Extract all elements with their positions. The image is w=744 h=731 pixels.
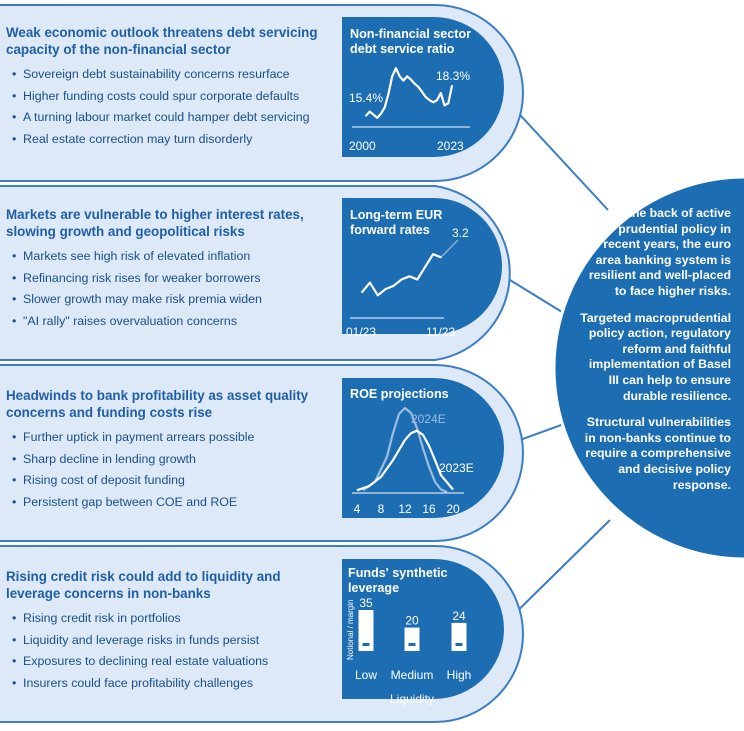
chart-3-title: ROE projections bbox=[350, 387, 449, 401]
panel-4-bullet: • Liquidity and leverage risks in funds persist bbox=[12, 633, 331, 648]
chart-4-category-label: High bbox=[446, 668, 472, 682]
chart-1-annotation-start: 15.4% bbox=[349, 91, 384, 105]
chart-4-category-label: Low bbox=[354, 668, 378, 682]
chart-2-point bbox=[361, 291, 363, 293]
chart-3-tick-label: 16 bbox=[422, 502, 436, 516]
summary-text bbox=[578, 206, 731, 504]
panel-4-bullet: • Rising credit risk in portfolios bbox=[12, 611, 331, 626]
chart-1-title: Non-financial sector debt service ratio bbox=[350, 27, 472, 56]
chart-2-point bbox=[416, 279, 418, 281]
panel-2-bullet: • Markets see high risk of elevated inflation bbox=[12, 249, 331, 264]
panel-4 bbox=[6, 568, 331, 697]
chart-4-bar bbox=[405, 628, 420, 651]
chart-3-series-label-2023: 2023E bbox=[439, 461, 474, 475]
chart-4-bar-marker bbox=[409, 643, 416, 646]
chart-1-point bbox=[395, 67, 397, 69]
summary-paragraph-3: Structural vulnerabilities in non-banks continue to require a comprehensive and decisive policy response. bbox=[584, 415, 731, 492]
chart-2-point bbox=[432, 253, 434, 255]
panel-2-bullets bbox=[6, 249, 331, 329]
panel-1-bullet: • A turning labour market could hamper debt servicing bbox=[12, 110, 331, 125]
chart-1-annotation-end: 18.3% bbox=[436, 69, 471, 83]
chart-2-annotation-end: 3.2 bbox=[452, 226, 469, 240]
chart-1-point bbox=[444, 104, 446, 106]
chart-1-point bbox=[399, 76, 401, 78]
chart-2-point bbox=[424, 266, 426, 268]
panel-3-bullet: • Rising cost of deposit funding bbox=[12, 473, 331, 488]
chart-4-title: Funds' synthetic leverage bbox=[348, 566, 448, 595]
chart-4-bar-marker bbox=[363, 643, 370, 646]
chart-1-tick-end: 2023 bbox=[437, 139, 464, 153]
chart-2-point bbox=[369, 282, 371, 284]
summary-paragraph-2: Targeted macroprudential policy action, regulatory reform and faithful implementation of Basel III can help to ensure durable resilience. bbox=[580, 310, 731, 403]
chart-1-point bbox=[440, 92, 442, 94]
chart-4-bar-marker bbox=[456, 643, 463, 646]
panel-1-title: Weak economic outlook threatens debt servicing capacity of the non-financial sector bbox=[6, 25, 318, 57]
chart-1-point bbox=[414, 83, 416, 85]
chart-1-point bbox=[384, 107, 386, 109]
chart-4-category-label: Medium bbox=[390, 668, 434, 682]
panel-2-bullet: • "AI rally" raises overvaluation concerns bbox=[12, 314, 331, 329]
chart-2-tick-end: 11/23 bbox=[426, 325, 456, 339]
chart-3-tick-label: 20 bbox=[446, 502, 460, 516]
panel-3 bbox=[6, 387, 331, 516]
chart-2-point bbox=[377, 294, 379, 296]
chart-3-tick-label: 4 bbox=[353, 502, 361, 516]
panel-1-bullet: • Higher funding costs could spur corporate defaults bbox=[12, 89, 331, 104]
chart-1-point bbox=[388, 93, 390, 95]
chart-2-title: Long-term EUR forward rates bbox=[350, 208, 443, 237]
chart-2-point bbox=[409, 275, 411, 277]
chart-3-series-label-2024: 2024E bbox=[411, 412, 446, 426]
chart-4-value-label: 20 bbox=[405, 613, 419, 628]
panel-1 bbox=[6, 24, 331, 153]
chart-2-point bbox=[385, 288, 387, 290]
chart-1-point bbox=[365, 115, 367, 117]
chart-1-point bbox=[447, 102, 449, 104]
chart-4-x-label: Liquidity bbox=[389, 692, 435, 706]
chart-1-point bbox=[369, 111, 371, 113]
panel-1-bullets bbox=[6, 67, 331, 147]
chart-1-point bbox=[425, 96, 427, 98]
chart-1-tick-start: 2000 bbox=[349, 139, 376, 153]
panel-3-title: Headwinds to bank profitability as asset quality concerns and funding costs rise bbox=[6, 388, 309, 420]
chart-2-point bbox=[393, 285, 395, 287]
summary-paragraph-1: On the back of active prudential policy in recent years, the euro area banking system is resilient and well-placed to face higher risks. bbox=[588, 206, 731, 298]
chart-4-y-label: Notional / margin bbox=[346, 599, 355, 660]
panel-1-bullet: • Sovereign debt sustainability concerns resurface bbox=[12, 67, 331, 82]
chart-1-point bbox=[410, 79, 412, 81]
chart-2-point bbox=[401, 279, 403, 281]
panel-4-bullet: • Exposures to declining real estate valuations bbox=[12, 654, 331, 669]
chart-1-point bbox=[421, 91, 423, 93]
panel-3-bullets bbox=[6, 430, 331, 510]
chart-1-point bbox=[436, 99, 438, 101]
panel-3-bullet: • Further uptick in payment arrears possible bbox=[12, 430, 331, 445]
chart-3-tick-label: 8 bbox=[377, 502, 385, 516]
panel-3-bullet: • Persistent gap between COE and ROE bbox=[12, 495, 331, 510]
panel-4-bullet: • Insurers could face profitability challenges bbox=[12, 676, 331, 691]
chart-3-tick-label: 12 bbox=[398, 502, 412, 516]
chart-1-point bbox=[417, 86, 419, 88]
panel-2 bbox=[6, 206, 331, 335]
panel-2-title: Markets are vulnerable to higher interest rates, slowing growth and geopolitical risks bbox=[6, 207, 304, 239]
panel-3-bullet: • Sharp decline in lending growth bbox=[12, 452, 331, 467]
chart-1-point bbox=[376, 117, 378, 119]
chart-1-point bbox=[402, 80, 404, 82]
panel-4-bullets bbox=[6, 611, 331, 691]
panel-2-bullet: • Slower growth may make risk premia widen bbox=[12, 292, 331, 307]
chart-1-point bbox=[429, 99, 431, 101]
panel-2-bullet: • Refinancing risk rises for weaker borrowers bbox=[12, 271, 331, 286]
chart-1-point bbox=[451, 85, 453, 87]
chart-4-bar bbox=[452, 623, 467, 651]
chart-1-point bbox=[391, 76, 393, 78]
chart-4-value-label: 35 bbox=[359, 596, 373, 610]
chart-2-tick-start: 01/23 bbox=[346, 325, 377, 339]
panel-4-title: Rising credit risk could add to liquidity and leverage concerns in non-banks bbox=[6, 569, 281, 601]
chart-1-point bbox=[373, 114, 375, 116]
chart-1-point bbox=[380, 113, 382, 115]
chart-1-point bbox=[406, 76, 408, 78]
chart-4-value-label: 24 bbox=[452, 608, 466, 623]
panel-1-bullet: • Real estate correction may turn disorderly bbox=[12, 132, 331, 147]
chart-1-point bbox=[432, 101, 434, 103]
